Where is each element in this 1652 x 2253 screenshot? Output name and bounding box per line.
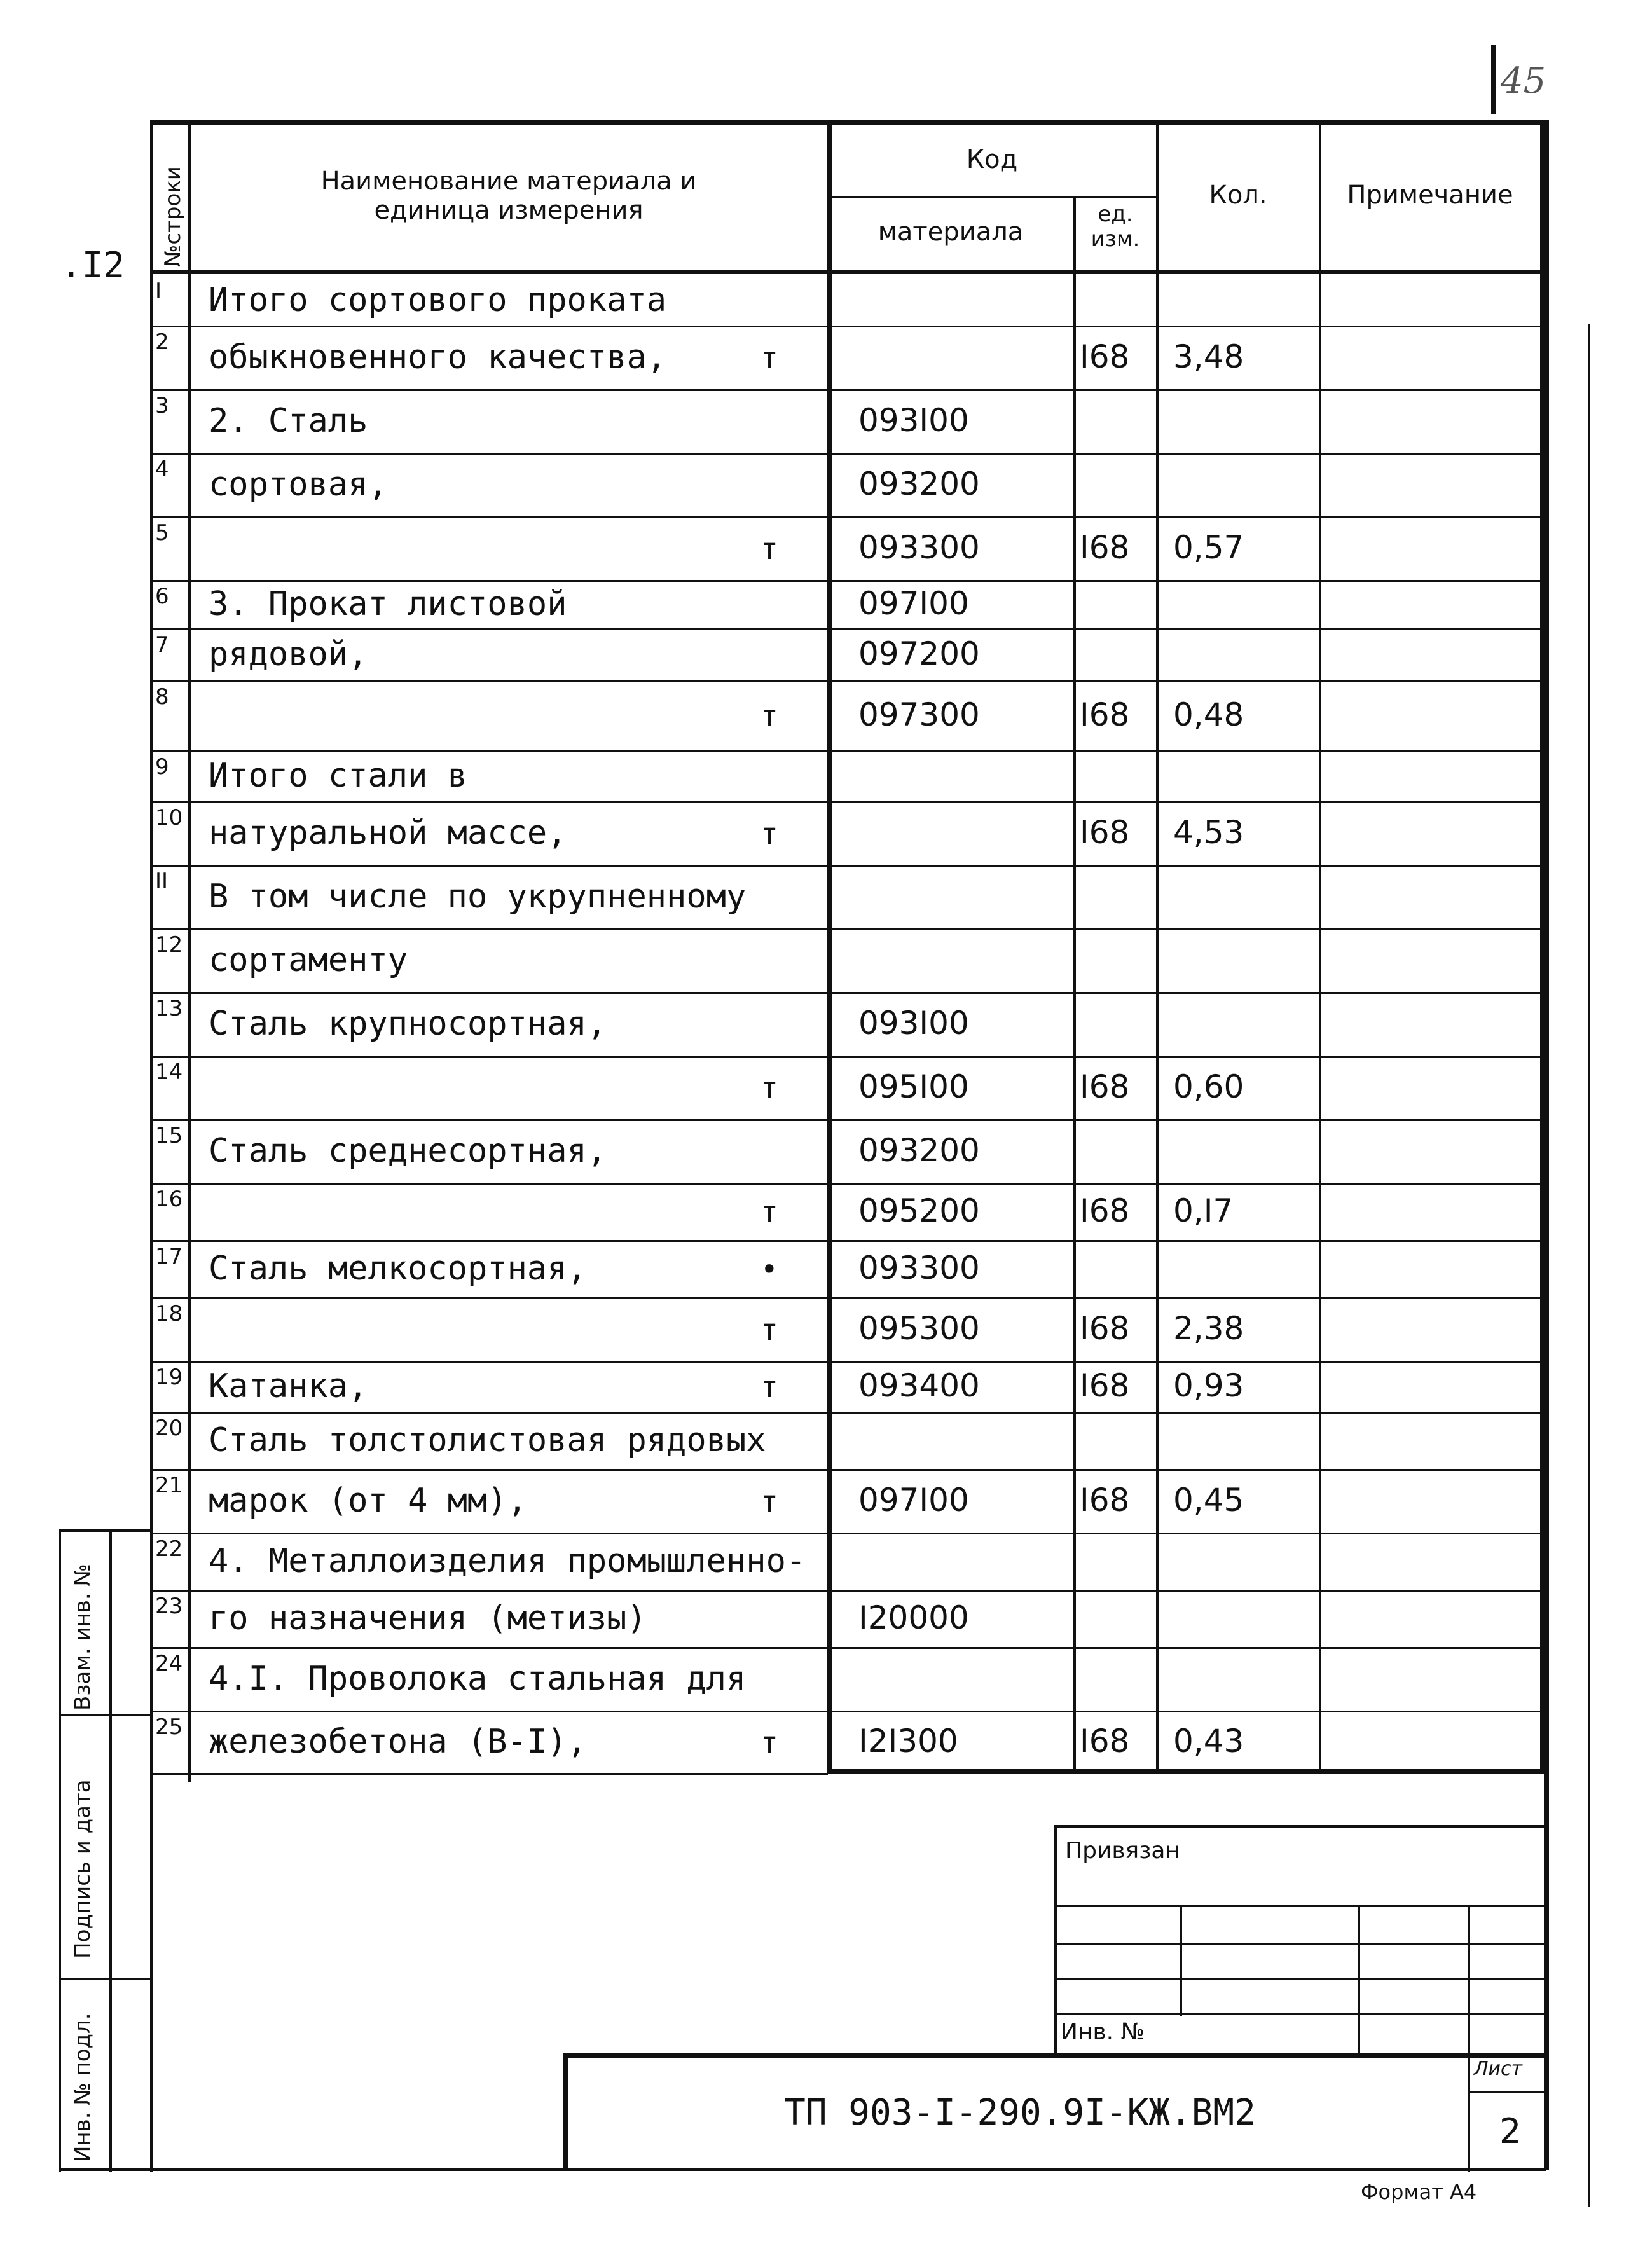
header-unit-line2: изм. <box>1091 226 1140 252</box>
row-number: 12 <box>155 932 183 958</box>
frame-right-border <box>1544 120 1549 2170</box>
header-unit <box>1075 202 1156 252</box>
corner-rule <box>1491 45 1496 114</box>
header-row-number: №строки <box>160 166 186 267</box>
sheet-label: Лист <box>1474 2058 1523 2080</box>
row-material-code: 097I00 <box>858 1482 969 1519</box>
row-number: 7 <box>155 632 169 658</box>
row-unit-t: т <box>761 1071 778 1105</box>
header-note: Примечание <box>1347 181 1513 210</box>
frame-bottom-border <box>150 2168 1546 2171</box>
row-name: Сталь мелкосортная, <box>209 1250 587 1288</box>
row-number: 25 <box>155 1714 183 1740</box>
page-corner-number: 45 <box>1501 60 1546 102</box>
row-number: 4 <box>155 457 169 482</box>
row-number: 10 <box>155 805 183 830</box>
row-unit-code: I68 <box>1080 1482 1130 1519</box>
stamp-code-top <box>563 2053 1544 2058</box>
row-quantity: 3,48 <box>1173 338 1244 375</box>
row-number: 5 <box>155 520 169 546</box>
row-separator <box>150 1240 1544 1242</box>
row-quantity: 2,38 <box>1173 1310 1244 1347</box>
row-separator <box>150 628 1544 630</box>
row-separator <box>150 865 1544 867</box>
row-number: 15 <box>155 1123 183 1148</box>
row-quantity: 0,93 <box>1173 1367 1244 1404</box>
row-unit-code: I68 <box>1080 1723 1130 1760</box>
strip-podpis-label: Подпись и дата <box>70 1779 95 1959</box>
row-separator <box>150 516 1544 518</box>
row-material-code: 093300 <box>858 1250 980 1286</box>
row-unit-t: т <box>761 699 778 733</box>
row-number: 14 <box>155 1059 183 1085</box>
row-quantity: 0,45 <box>1173 1482 1244 1519</box>
row-material-code: 093200 <box>858 465 980 502</box>
row-number: 9 <box>155 754 169 780</box>
format-label: Формат А4 <box>1361 2180 1477 2204</box>
row-separator <box>150 801 1544 803</box>
row-unit-t: т <box>761 532 778 566</box>
row-separator <box>150 1533 1544 1534</box>
row-unit-code: I68 <box>1080 814 1130 851</box>
row-material-code: 095300 <box>858 1310 980 1347</box>
row-name: Сталь толстолистовая рядовых <box>209 1421 766 1459</box>
stamp-col-3 <box>1468 1905 1470 2172</box>
stamp-col-1 <box>1180 1905 1182 2016</box>
stamp-line-3 <box>1054 1978 1544 1980</box>
row-name: 4.I. Проволока стальная для <box>209 1660 747 1698</box>
row-quantity: 0,57 <box>1173 529 1244 566</box>
row-separator <box>150 1297 1544 1299</box>
row-name: го назначения (метизы) <box>209 1599 647 1637</box>
row-number: 20 <box>155 1416 183 1441</box>
row-separator <box>150 992 1544 994</box>
row-number: 22 <box>155 1536 183 1562</box>
row-number: 13 <box>155 996 183 1021</box>
row-material-code: I2I300 <box>858 1723 958 1760</box>
row-unit-code: I68 <box>1080 1367 1130 1404</box>
stamp-top <box>1054 1825 1544 1828</box>
row-material-code: I20000 <box>858 1599 969 1636</box>
row-number: 23 <box>155 1594 183 1619</box>
strip-inv-label: Инв. № подл. <box>70 2013 95 2162</box>
table-bottom-border <box>827 1769 1544 1774</box>
row-separator <box>150 928 1544 930</box>
header-bottom-border <box>150 270 1544 274</box>
row-number: 17 <box>155 1244 183 1269</box>
row-unit-t: т <box>761 1313 778 1347</box>
strip-left-border <box>59 1529 61 2172</box>
row-number: II <box>155 869 169 894</box>
row-name: 4. Металлоизделия промышленно- <box>209 1542 806 1580</box>
row-material-code: 097300 <box>858 696 980 733</box>
strip-divider-1 <box>59 1714 150 1716</box>
row-separator <box>150 580 1544 582</box>
row-name: 2. Сталь <box>209 402 368 440</box>
table-top-border <box>150 120 1544 125</box>
row-number: 24 <box>155 1651 183 1676</box>
stamp-left <box>1054 1825 1057 2054</box>
stamp-line-4 <box>1054 2013 1544 2015</box>
unit-left-border <box>1073 196 1076 1773</box>
row-separator <box>150 1056 1544 1058</box>
qty-left-border <box>1156 120 1159 1773</box>
row-separator <box>150 1183 1544 1185</box>
code-left-border <box>827 120 832 1773</box>
row-separator <box>150 1119 1544 1121</box>
header-name-line2: единица измерения <box>374 196 644 225</box>
header-name-line1: Наименование материала и <box>320 167 697 196</box>
strip-top-border <box>59 1529 150 1532</box>
row-separator <box>150 1647 1544 1649</box>
row-unit-code: I68 <box>1080 338 1130 375</box>
row-quantity: 0,60 <box>1173 1068 1244 1105</box>
row-unit-code: I68 <box>1080 696 1130 733</box>
row-unit-code: I68 <box>1080 1192 1130 1229</box>
row-unit-t: т <box>761 1370 778 1404</box>
row-unit-code: I68 <box>1080 529 1130 566</box>
scan-edge-line <box>1588 324 1590 2207</box>
row-separator <box>150 680 1544 682</box>
header-name <box>191 167 827 225</box>
row-material-code: 095200 <box>858 1192 980 1229</box>
sheet-label-divider <box>1468 2091 1544 2093</box>
row-name: марок (от 4 мм), <box>209 1482 527 1520</box>
row-unit-t: т <box>761 1484 778 1519</box>
row-number: 3 <box>155 393 169 418</box>
row-unit-code: I68 <box>1080 1310 1130 1347</box>
stamp-line-1 <box>1054 1905 1544 1907</box>
frame-left-border <box>150 1777 153 2172</box>
row-separator <box>150 1711 1544 1712</box>
row-name: Сталь крупносортная, <box>209 1005 607 1043</box>
row-unit-t: т <box>761 341 778 375</box>
row-name: рядовой, <box>209 635 368 673</box>
row-number: I <box>155 279 162 304</box>
row-separator <box>150 1412 1544 1414</box>
row-quantity: 0,48 <box>1173 696 1244 733</box>
row-number: 18 <box>155 1301 183 1326</box>
row-material-code: 093400 <box>858 1367 980 1404</box>
row-name: обыкновенного качества, <box>209 338 667 376</box>
row-separator <box>150 453 1544 455</box>
row-quantity: 0,43 <box>1173 1723 1244 1760</box>
row-number: 21 <box>155 1473 183 1498</box>
row-material-code: 097I00 <box>858 585 969 622</box>
row-name: В том числе по укрупненному <box>209 878 747 916</box>
stamp-line-2 <box>1054 1943 1544 1945</box>
row-name: Сталь среднесортная, <box>209 1132 607 1170</box>
row-name: Итого стали в <box>209 757 467 795</box>
row-name: сортаменту <box>209 941 408 979</box>
row-unit-t: т <box>761 1195 778 1229</box>
code-split-line <box>828 196 1156 198</box>
document-code: ТП 903-I-290.9I-КЖ.ВМ2 <box>784 2092 1256 2133</box>
row-quantity: 4,53 <box>1173 814 1244 851</box>
header-code: Код <box>966 145 1018 174</box>
strip-vzam-label: Взам. инв. № <box>70 1564 95 1711</box>
row-separator <box>150 389 1544 391</box>
row-number: 2 <box>155 329 169 355</box>
row-unit-code: I68 <box>1080 1068 1130 1105</box>
strip-bottom-border <box>59 2168 150 2171</box>
row-number: 8 <box>155 684 169 710</box>
row-name: Итого сортового проката <box>209 281 667 319</box>
row-material-code: 095I00 <box>858 1068 969 1105</box>
row-name: железобетона (В-I), <box>209 1723 587 1761</box>
side-mark: .I2 <box>60 245 125 286</box>
row-number: 6 <box>155 584 169 609</box>
row-material-code: 093300 <box>858 529 980 566</box>
row-unit-t: т <box>761 816 778 851</box>
row-material-code: 097200 <box>858 635 980 672</box>
row-quantity: 0,I7 <box>1173 1192 1234 1229</box>
row-name: натуральной массе, <box>209 814 567 852</box>
row-number: 19 <box>155 1365 183 1390</box>
row-separator <box>150 1361 1544 1363</box>
header-material: материала <box>878 217 1024 247</box>
row-separator <box>150 326 1544 327</box>
row-unit-t: т <box>761 1725 778 1760</box>
row-name: сортовая, <box>209 465 388 504</box>
row-separator <box>150 1469 1544 1471</box>
row-name: Катанка, <box>209 1367 368 1405</box>
header-unit-line1: ед. <box>1098 202 1133 227</box>
note-left-border <box>1319 120 1321 1773</box>
row-material-code: 093I00 <box>858 1005 969 1042</box>
row-unit-t: • <box>761 1252 778 1286</box>
row-name: 3. Прокат листовой <box>209 585 567 623</box>
sheet-number: 2 <box>1499 2111 1522 2151</box>
stamp-code-left <box>563 2053 568 2170</box>
row-separator <box>150 750 1544 752</box>
header-qty: Кол. <box>1209 181 1267 210</box>
stamp-privyazan: Привязан <box>1065 1838 1180 1864</box>
row-separator <box>150 1590 1544 1592</box>
stamp-inv-no: Инв. № <box>1061 2019 1145 2045</box>
row-material-code: 093200 <box>858 1132 980 1169</box>
row-number: 16 <box>155 1187 183 1212</box>
stamp-col-2 <box>1358 1905 1360 2054</box>
row-material-code: 093I00 <box>858 402 969 439</box>
table-bottom-border-left <box>150 1773 828 1775</box>
strip-middle-border <box>109 1529 112 2172</box>
strip-divider-2 <box>59 1978 150 1980</box>
